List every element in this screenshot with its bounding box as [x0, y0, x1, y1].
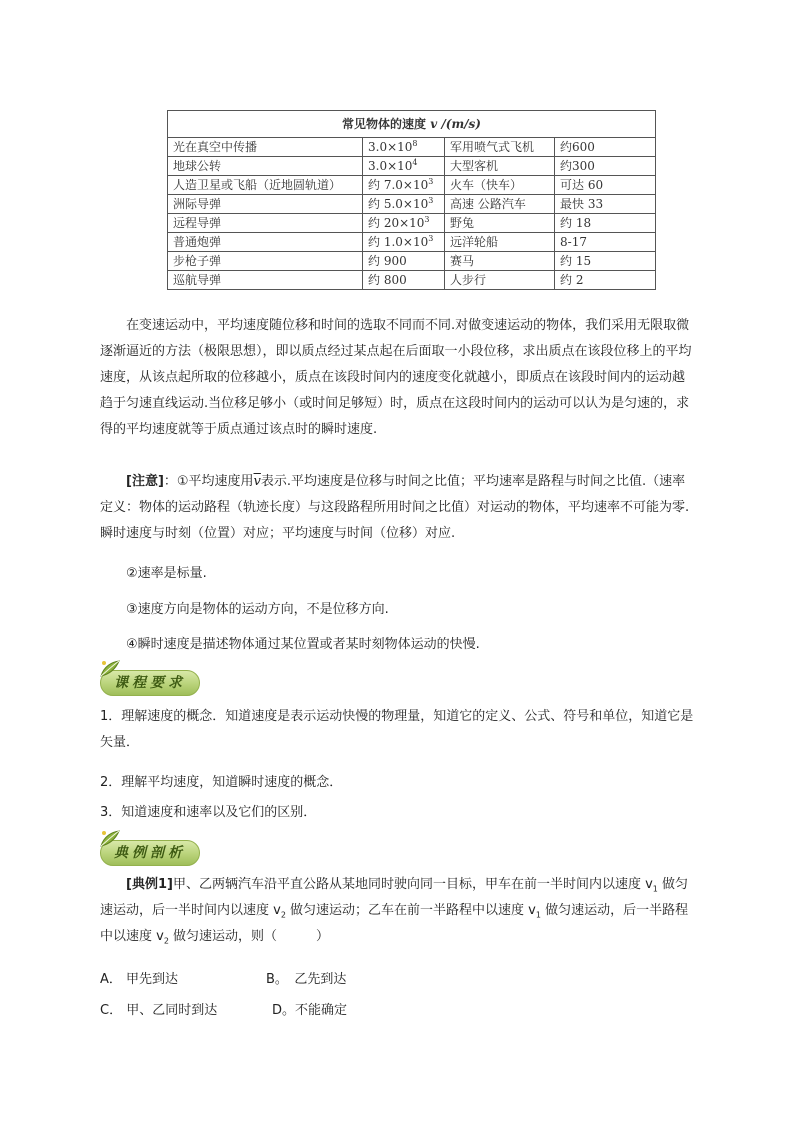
table-cell: 约600 [555, 138, 656, 157]
table-cell: 步枪子弹 [168, 252, 363, 271]
table-cell: 约 $20\times 10^3$ [363, 214, 445, 233]
option-d[interactable]: D。不能确定 [272, 1003, 348, 1018]
section-title: 典例剖析 [114, 845, 186, 861]
table-row [168, 157, 656, 176]
table-row [168, 252, 656, 271]
table-cell: 8-17 [555, 233, 656, 252]
table-cell: 野兔 [445, 214, 555, 233]
section-badge-course-requirements [100, 662, 202, 696]
table-cell: 约 2 [555, 271, 656, 290]
option-b[interactable]: B。 乙先到达 [266, 972, 347, 987]
table-cell: 约 $1.0\times 10^3$ [363, 233, 445, 252]
option-a[interactable]: A． 甲先到达 [100, 972, 179, 987]
table-cell: 约 900 [363, 252, 445, 271]
section-badge-example-analysis [100, 832, 202, 866]
note-label: [注意] [126, 474, 164, 489]
section-title: 课程要求 [114, 675, 186, 691]
note-item-3: ③速度方向是物体的运动方向，不是位移方向. [126, 602, 389, 617]
table-cell: 军用喷气式飞机 [445, 138, 555, 157]
table-row [168, 214, 656, 233]
table-title: 常见物体的速度 v /(m/s) [168, 111, 656, 138]
option-c[interactable]: C． 甲、乙同时到达 [100, 1003, 218, 1018]
table-cell: 最快 33 [555, 195, 656, 214]
table-cell: 约300 [555, 157, 656, 176]
table-row [168, 195, 656, 214]
table-row [168, 176, 656, 195]
table-cell: 人造卫星或飞船（近地圆轨道） [168, 176, 363, 195]
table-row [168, 138, 656, 157]
requirement-item-2: 2．理解平均速度，知道瞬时速度的概念． [100, 775, 343, 790]
table-cell: 普通炮弹 [168, 233, 363, 252]
table-cell: 约 18 [555, 214, 656, 233]
options-row-1 [100, 967, 700, 993]
requirement-item-1: 1．理解速度的概念．知道速度是表示运动快慢的物理量，知道它的定义、公式、符号和单位，知道它是矢量． [100, 709, 694, 750]
table-cell: 火车（快车） [445, 176, 555, 195]
speed-table [167, 110, 656, 290]
table-title-row [168, 111, 656, 138]
note-item-4: ④瞬时速度是描述物体通过某位置或者某时刻物体运动的快慢. [126, 637, 480, 652]
paragraph-instantaneous-velocity: 在变速运动中，平均速度随位移和时间的选取不同而不同.对做变速运动的物体，我们采用无限取微逐渐逼近的方法（极限思想），即以质点经过某点起在后面取一小段位移，求出质点在该段位移上的平均速度，从该点起所取的位移越小，质点在该段时间内的速度变化就越小，即质点在该段时间内的运动越趋于匀速直线运动.当位移足够小（或时间足够短）时，质点在这段时间内的运动可以认为是匀速的，求得的平均速度就等于质点通过该点时的瞬时速度. [100, 318, 692, 437]
table-cell: 洲际导弹 [168, 195, 363, 214]
table-cell: 远程导弹 [168, 214, 363, 233]
table-row [168, 233, 656, 252]
table-cell: 人步行 [445, 271, 555, 290]
table-cell: 光在真空中传播 [168, 138, 363, 157]
table-cell: $3.0\times 10^8$ [363, 138, 445, 157]
note-paragraph: [注意]：①平均速度用$\overline{v}$表示.平均速度是位移与时间之比值；平均速率是路程与时间之比值.（速率定义：物体的运动路程（轨迹长度）与这段路程所用时间之比值）对运动的物体，平均速率不可能为零.瞬时速度与时刻（位置）对应；平均速度与时间（位移）对应. [100, 474, 690, 541]
table-cell: 赛马 [445, 252, 555, 271]
table-cell: $3.0\times 10^4$ [363, 157, 445, 176]
note-item-2: ②速率是标量. [126, 566, 207, 581]
table-cell: 约 15 [555, 252, 656, 271]
table-cell: 约 $7.0\times 10^3$ [363, 176, 445, 195]
table-cell: 约 $5.0\times 10^3$ [363, 195, 445, 214]
table-cell: 约 800 [363, 271, 445, 290]
table-cell: 地球公转 [168, 157, 363, 176]
example-label: [典例1] [126, 877, 173, 892]
table-cell: 高速 公路汽车 [445, 195, 555, 214]
table-cell: 大型客机 [445, 157, 555, 176]
table-cell: 巡航导弹 [168, 271, 363, 290]
table-cell: 可达 60 [555, 176, 656, 195]
options-row-2 [100, 998, 700, 1024]
requirement-item-3: 3．知道速度和速率以及它们的区别． [100, 805, 317, 820]
example-problem: [典例1]甲、乙两辆汽车沿平直公路从某地同时驶向同一目标，甲车在前一半时间内以速度 $v_1$ 做匀速运动，后一半时间内以速度 $v_2$ 做匀速运动；乙车在前一半路程中以速度 $v_1$ 做匀速运动，后一半路程中以速度 $v_2$ 做匀速运动，则（ ） [100, 877, 689, 946]
table-cell: 远洋轮船 [445, 233, 555, 252]
v-bar-symbol: $\overline{v}$ [253, 474, 261, 489]
table-row [168, 271, 656, 290]
